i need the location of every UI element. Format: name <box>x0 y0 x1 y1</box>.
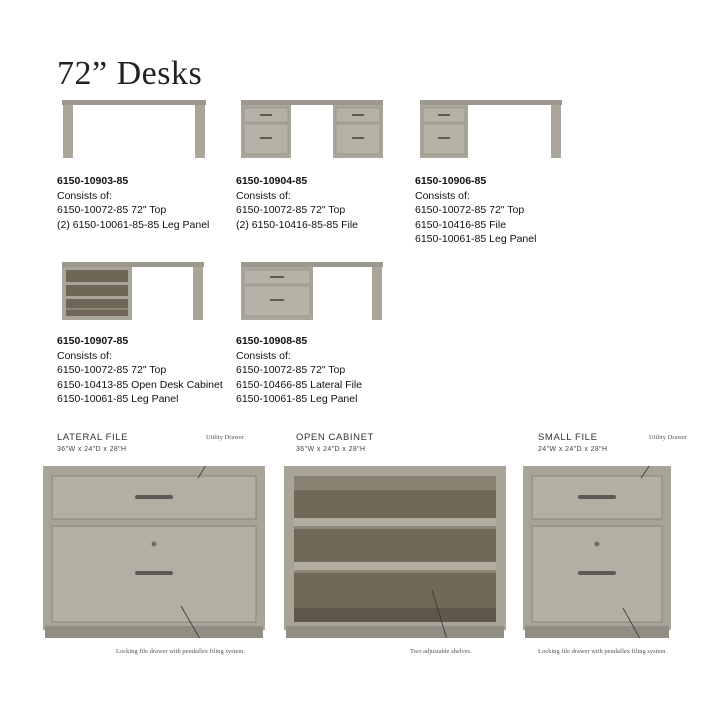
lateral-file-illustration <box>43 466 265 638</box>
unit-name-lateral-file: LATERAL FILE <box>57 432 129 443</box>
config-line: 6150-10061-85 Leg Panel <box>57 393 179 405</box>
unit-dims-lateral-file: 36"W x 24"D x 28"H <box>57 446 127 453</box>
open-cabinet-illustration <box>284 466 506 638</box>
config-line: 6150-10072-85 72" Top <box>415 204 525 216</box>
unit-dims-open-cabinet: 36"W x 24"D x 28"H <box>296 446 366 453</box>
config-line: 6150-10061-85 Leg Panel <box>415 233 537 245</box>
config-line: 6150-10061-85 Leg Panel <box>236 393 358 405</box>
desk-thumbnail-10904 <box>241 100 383 158</box>
config-consists-label: Consists of: <box>236 349 291 362</box>
config-line: (2) 6150-10416-85-85 File <box>236 218 358 231</box>
config-line: 6150-10466-85 Lateral File <box>236 378 363 391</box>
small-file-illustration <box>523 466 671 638</box>
desk-thumbnail-10908 <box>241 262 383 320</box>
config-10906 <box>415 174 536 247</box>
config-line: 6150-10413-85 Open Desk Cabinet <box>57 378 223 391</box>
config-10903 <box>57 174 209 232</box>
config-10907 <box>57 334 223 407</box>
config-consists-label: Consists of: <box>57 349 112 362</box>
config-line: 6150-10072-85 72" Top <box>57 364 167 376</box>
config-10908 <box>236 334 362 407</box>
config-line: (2) 6150-10061-85-85 Leg Panel <box>57 218 210 231</box>
desk-thumbnail-10903 <box>62 100 206 158</box>
unit-name-open-cabinet: OPEN CABINET <box>296 432 374 443</box>
config-consists-label: Consists of: <box>236 189 291 202</box>
config-line: 6150-10072-85 72" Top <box>57 204 167 216</box>
unit-name-small-file: SMALL FILE <box>538 432 598 443</box>
callout-utility-drawer: Utility Drawer <box>649 434 688 441</box>
callout-two-adjustable-shelves: Two adjustable shelves. <box>410 648 472 655</box>
config-line: 6150-10072-85 72" Top <box>236 204 346 216</box>
config-consists-label: Consists of: <box>57 189 112 202</box>
config-sku: 6150-10903-85 <box>57 175 129 187</box>
page-title: 72” Desks <box>57 55 203 92</box>
desk-thumbnail-10906 <box>420 100 562 158</box>
callout-utility-drawer: Utility Drawer <box>206 434 245 441</box>
config-sku: 6150-10906-85 <box>415 175 487 187</box>
config-line: 6150-10072-85 72" Top <box>236 364 346 376</box>
config-sku: 6150-10904-85 <box>236 175 308 187</box>
desk-thumbnail-10907 <box>62 262 204 320</box>
config-sku: 6150-10907-85 <box>57 335 129 347</box>
config-line: 6150-10416-85 File <box>415 218 507 231</box>
unit-dims-small-file: 24"W x 24"D x 28"H <box>538 446 608 453</box>
callout-locking-file-drawer: Locking file drawer with pendaflex filing system. <box>538 648 668 655</box>
config-consists-label: Consists of: <box>415 189 470 202</box>
callout-locking-file-drawer: Locking file drawer with pendaflex filing system. <box>116 648 246 655</box>
config-10904 <box>236 174 358 232</box>
config-sku: 6150-10908-85 <box>236 335 308 347</box>
